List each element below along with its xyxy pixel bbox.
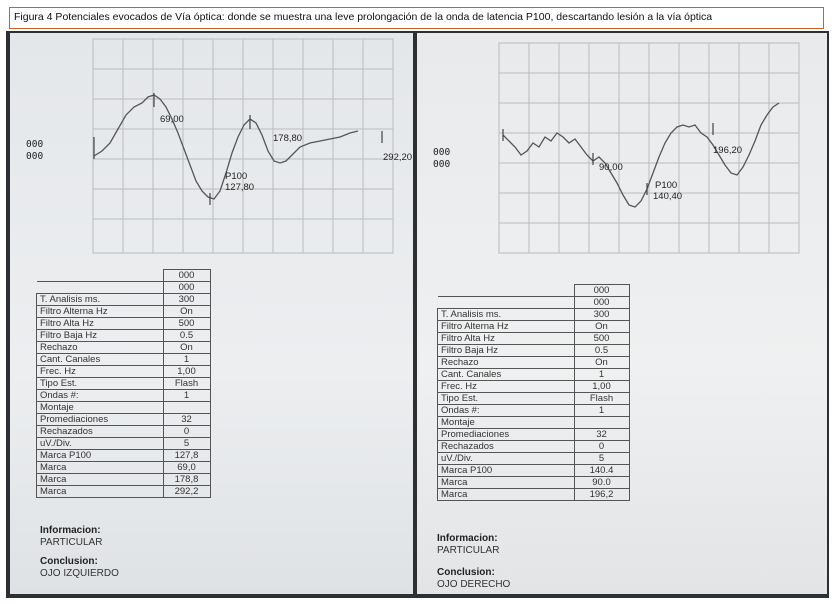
param-value: Flash [574, 393, 629, 405]
table-row [438, 357, 630, 369]
param-label: T. Analisis ms. [37, 294, 164, 306]
param-value: 1,00 [574, 381, 629, 393]
left-conclusion-title: Conclusion: [40, 556, 98, 567]
param-value: 0.5 [163, 330, 210, 342]
param-value: 140.4 [574, 465, 629, 477]
param-value: 300 [163, 294, 210, 306]
left-p100-label: P100 [225, 171, 248, 182]
param-label: Cant. Canales [438, 369, 575, 381]
table-header-spacer [37, 270, 164, 282]
table-row [438, 453, 630, 465]
param-label: Rechazados [37, 426, 164, 438]
param-value: On [163, 306, 210, 318]
right-parameters-table [437, 284, 630, 501]
table-row [37, 462, 211, 474]
param-label: Marca [37, 462, 164, 474]
param-value: 1 [574, 405, 629, 417]
table-row [438, 381, 630, 393]
param-label: Rechazo [438, 357, 575, 369]
param-label: Filtro Alta Hz [37, 318, 164, 330]
param-value: 32 [163, 414, 210, 426]
param-label: Marca P100 [37, 450, 164, 462]
param-value: 32 [574, 429, 629, 441]
param-label: T. Analisis ms. [438, 309, 575, 321]
param-value: 300 [574, 309, 629, 321]
param-label: Filtro Alterna Hz [438, 321, 575, 333]
table-row [37, 294, 211, 306]
right-waveform-plot [417, 33, 827, 263]
table-row [37, 474, 211, 486]
param-label: Marca [438, 489, 575, 501]
param-label: Tipo Est. [37, 378, 164, 390]
table-row [438, 333, 630, 345]
right-conclusion-value: OJO DERECHO [437, 579, 511, 590]
param-label: Tipo Est. [438, 393, 575, 405]
table-row [438, 465, 630, 477]
right-marker-label: 90,00 [599, 162, 623, 173]
param-value: On [163, 342, 210, 354]
table-row [37, 450, 211, 462]
left-waveform-plot [10, 33, 413, 263]
right-eye-sheet [417, 33, 827, 594]
param-label: Marca [438, 477, 575, 489]
param-label: Cant. Canales [37, 354, 164, 366]
table-row [438, 321, 630, 333]
param-value: 1 [574, 369, 629, 381]
param-value: 127,8 [163, 450, 210, 462]
table-row [37, 354, 211, 366]
param-label: Ondas #: [37, 390, 164, 402]
table-row [37, 366, 211, 378]
param-label: Montaje [37, 402, 164, 414]
table-row [37, 414, 211, 426]
left-id-label-1: 000 [26, 139, 44, 150]
right-id-label-1: 000 [433, 147, 451, 158]
table-header-id: 000 [574, 297, 629, 309]
param-label: Frec. Hz [37, 366, 164, 378]
param-label: Ondas #: [438, 405, 575, 417]
table-header-spacer [438, 297, 575, 309]
param-label: Promediaciones [37, 414, 164, 426]
param-label: Frec. Hz [438, 381, 575, 393]
left-trace-end-label: 292,20 [383, 152, 413, 163]
right-p100-value: 140,40 [653, 191, 683, 202]
param-value: 178,8 [163, 474, 210, 486]
right-conclusion-title: Conclusion: [437, 567, 495, 578]
left-info-value: PARTICULAR [40, 537, 103, 548]
table-row [37, 402, 211, 414]
param-value: 0 [574, 441, 629, 453]
left-conclusion-value: OJO IZQUIERDO [40, 568, 119, 579]
param-value: 5 [574, 453, 629, 465]
param-value: 196,2 [574, 489, 629, 501]
param-label: uV./Div. [37, 438, 164, 450]
vep-report-photo [6, 31, 829, 598]
right-grid [499, 43, 799, 253]
table-row [37, 306, 211, 318]
table-row [37, 438, 211, 450]
param-value [574, 417, 629, 429]
right-marker-label: 196,20 [713, 145, 743, 156]
param-value: 292,2 [163, 486, 210, 498]
param-label: Marca [37, 486, 164, 498]
param-value: 90.0 [574, 477, 629, 489]
figure-caption: Figura 4 Potenciales evocados de Vía óptica: donde se muestra una leve prolongación de la onda de latencia P100, descartando lesión a la vía óptica [9, 7, 824, 29]
table-row [438, 405, 630, 417]
param-label: Marca P100 [438, 465, 575, 477]
left-parameters-table [36, 269, 211, 498]
right-marker-ticks [503, 123, 713, 195]
left-p100-value: 127,80 [225, 182, 255, 193]
param-value: 0.5 [574, 345, 629, 357]
param-label: Rechazo [37, 342, 164, 354]
left-grid [93, 39, 393, 253]
table-row [37, 390, 211, 402]
table-row [438, 477, 630, 489]
param-label: Filtro Alta Hz [438, 333, 575, 345]
param-value: On [574, 321, 629, 333]
table-header-id: 000 [574, 285, 629, 297]
table-row [438, 441, 630, 453]
right-id-label-2: 000 [433, 159, 451, 170]
param-value: 1 [163, 390, 210, 402]
param-label: uV./Div. [438, 453, 575, 465]
param-value: 1,00 [163, 366, 210, 378]
param-value: 69,0 [163, 462, 210, 474]
right-info-title: Informacion: [437, 533, 498, 544]
table-row [438, 393, 630, 405]
param-value: 5 [163, 438, 210, 450]
table-row [438, 309, 630, 321]
param-value [163, 402, 210, 414]
table-row [37, 426, 211, 438]
param-value: On [574, 357, 629, 369]
table-row [37, 330, 211, 342]
table-row [37, 486, 211, 498]
param-label: Rechazados [438, 441, 575, 453]
param-label: Montaje [438, 417, 575, 429]
param-value: 500 [163, 318, 210, 330]
right-p100-label: P100 [655, 180, 678, 191]
right-info-value: PARTICULAR [437, 545, 500, 556]
left-info-title: Informacion: [40, 525, 101, 536]
left-id-label-2: 000 [26, 151, 44, 162]
table-header-spacer [438, 285, 575, 297]
left-marker-label: 69,00 [160, 114, 184, 125]
param-label: Marca [37, 474, 164, 486]
param-value: 500 [574, 333, 629, 345]
table-row [438, 489, 630, 501]
table-row [37, 318, 211, 330]
table-row [438, 429, 630, 441]
table-header-id: 000 [163, 270, 210, 282]
table-row [438, 369, 630, 381]
left-eye-sheet [10, 33, 413, 594]
table-row [438, 345, 630, 357]
param-value: 1 [163, 354, 210, 366]
table-row [37, 378, 211, 390]
param-value: 0 [163, 426, 210, 438]
table-header-spacer [37, 282, 164, 294]
param-value: Flash [163, 378, 210, 390]
left-marker-label: 178,80 [273, 133, 303, 144]
table-row [438, 417, 630, 429]
param-label: Filtro Alterna Hz [37, 306, 164, 318]
table-header-id: 000 [163, 282, 210, 294]
table-row [37, 342, 211, 354]
param-label: Promediaciones [438, 429, 575, 441]
param-label: Filtro Baja Hz [37, 330, 164, 342]
param-label: Filtro Baja Hz [438, 345, 575, 357]
